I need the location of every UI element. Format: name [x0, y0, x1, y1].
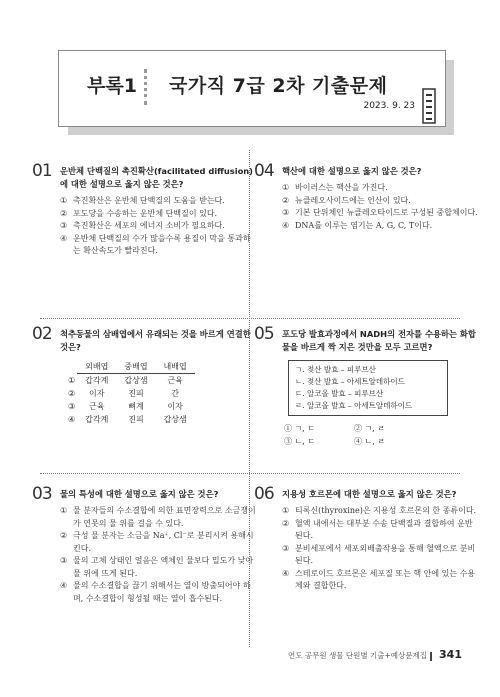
option-number: ② [68, 389, 76, 398]
question-stem: 지용성 호르몬에 대한 설명으로 옳지 않은 것은? [282, 489, 457, 499]
box-item: ㄴ. 젖산 발효 – 아세트알데하이드 [295, 377, 405, 386]
option-text: 티록신(thyroxine)은 지용성 호르몬의 한 종류이다. [295, 506, 477, 515]
option[interactable] [282, 518, 478, 543]
footer-separator [430, 652, 432, 661]
option[interactable] [60, 505, 256, 530]
box-item: ㄷ. 알코올 발효 – 피루브산 [295, 389, 384, 398]
page-title: 국가직 7급 2차 기출문제 [169, 75, 388, 97]
option-number: ② [282, 195, 290, 205]
option-number: ③ [282, 543, 290, 553]
option-text: DNA를 이루는 염기는 A, G, C, T이다. [295, 220, 433, 230]
book-title: 연도 공무원 생물 단원별 기출+예상문제집 [288, 651, 428, 660]
question-stem: 척추동물의 삼배엽에서 유래되는 것을 바르게 연결한 것은? [60, 329, 251, 352]
question-5 [254, 324, 478, 448]
table-row[interactable] [68, 374, 195, 388]
row-divider [40, 318, 460, 319]
option[interactable] [60, 233, 256, 258]
table-header-row [68, 360, 195, 374]
question-stem: 포도당 발효과정에서 NADH의 전자를 수용하는 화합물을 바르게 짝 지은 것만을 모두 고르면? [282, 329, 476, 352]
column-header: 외배엽 [77, 360, 116, 374]
option-number: ② [60, 208, 68, 218]
option-text: 촉진확산은 세포의 에너지 소비가 필요하다. [73, 221, 225, 230]
question-number: 01 [32, 161, 52, 181]
table-row[interactable] [68, 400, 195, 413]
option[interactable] [60, 220, 256, 233]
option-number: ② [354, 424, 362, 433]
page-footer [288, 648, 462, 661]
building-icon [421, 85, 437, 125]
option-text: 바이러스는 핵산을 가진다. [295, 183, 388, 192]
option[interactable] [60, 530, 256, 555]
germ-layer-table [68, 360, 195, 426]
option[interactable] [60, 208, 256, 221]
question-3 [32, 484, 256, 605]
question-2 [32, 324, 256, 426]
option[interactable] [60, 580, 256, 605]
table-cell: 이자 [167, 402, 183, 411]
option[interactable] [284, 422, 354, 435]
option-text: 분비세포에서 세포외배출작용을 통해 혈액으로 분비된다. [295, 543, 476, 565]
option-number: ① [60, 506, 68, 515]
option-number: ① [282, 183, 290, 192]
option-number: ① [60, 196, 68, 205]
option-number: ④ [282, 568, 290, 578]
question-6 [254, 484, 478, 593]
option[interactable] [282, 220, 478, 233]
table-cell: 진피 [128, 389, 144, 398]
option-number: ③ [60, 221, 68, 230]
option[interactable] [282, 207, 478, 220]
option-number: ② [60, 531, 68, 540]
option-text: 운반체 단백질의 수가 많을수록 용질이 막을 통과하는 확산속도가 빨라진다. [73, 233, 251, 255]
option-list [60, 505, 256, 605]
option-number: ① [284, 424, 292, 433]
table-row[interactable] [68, 387, 195, 400]
option-list [282, 505, 478, 593]
choice-box [288, 360, 448, 416]
option-text: ㄴ, ㄷ [294, 437, 316, 446]
option-number: ④ [60, 581, 68, 590]
box-item: ㄹ. 알코올 발효 – 아세트알데하이드 [295, 401, 413, 410]
question-stem: 운반체 단백질의 촉진확산(facilitated diffusion)에 대한 설명으로 옳지 않은 것은? [60, 166, 253, 189]
table-cell: 이자 [89, 389, 105, 398]
table-cell: 갑상샘 [163, 415, 187, 424]
question-number: 04 [254, 161, 274, 181]
option-text: 극성 물 분자는 소금을 Na⁺, Cl⁻로 분리시켜 용해시킨다. [73, 531, 254, 553]
table-row[interactable] [68, 413, 195, 426]
option-text: 물의 수소결합을 끊기 위해서는 열이 방출되어야 하며, 수소결합이 형성될 때는 열이 흡수된다. [73, 581, 251, 603]
appendix-label: 부록1 [87, 75, 137, 97]
option-text: 혈액 내에서는 대부분 수송 단백질과 결합하여 운반된다. [295, 518, 473, 540]
option-list [60, 195, 256, 258]
page-number: 341 [439, 648, 462, 661]
column-header: 중배엽 [116, 360, 155, 374]
option-text: ㄱ, ㄷ [294, 424, 316, 433]
table-cell: 근육 [89, 402, 105, 411]
option[interactable] [282, 568, 478, 593]
table-cell: 뼈계 [128, 402, 144, 411]
option[interactable] [354, 435, 424, 448]
table-cell: 갑각계 [85, 415, 109, 424]
option-list [282, 182, 478, 232]
row-divider [40, 473, 460, 474]
option[interactable] [60, 195, 256, 208]
question-1 [32, 161, 256, 258]
option[interactable] [282, 195, 478, 208]
option-number: ④ [60, 233, 68, 243]
option-number: ③ [68, 402, 76, 411]
option-number: ③ [284, 437, 292, 446]
option[interactable] [354, 422, 424, 435]
option[interactable] [284, 435, 354, 448]
option-number: ② [282, 518, 290, 528]
option[interactable] [282, 505, 478, 518]
table-cell: 갑상샘 [124, 376, 148, 385]
option-number: ④ [354, 437, 362, 446]
table-cell: 갑각계 [85, 376, 109, 385]
option-number: ④ [282, 220, 290, 230]
option-text: 물의 고체 상태인 얼음은 액체인 물보다 밀도가 낮아 물 위에 뜨게 된다. [73, 556, 254, 578]
question-stem: 물의 특성에 대한 설명으로 옳지 않은 것은? [60, 489, 219, 499]
option-text: 물 분자들의 수소결합에 의한 표면장력으로 소금쟁이가 연못의 물 위를 걸을 수 있다. [73, 506, 256, 528]
question-4 [254, 161, 478, 232]
option-text: 뉴클레오사이드에는 인산이 있다. [295, 195, 411, 205]
exam-date: 2023. 9. 23 [363, 101, 415, 111]
option-text: ㄴ, ㄹ [364, 437, 386, 446]
option-number: ① [68, 375, 76, 385]
option-text: 스테로이드 호르몬은 세포질 또는 핵 안에 있는 수용체와 결합한다. [295, 568, 476, 590]
box-item: ㄱ. 젖산 발효 – 피루브산 [295, 365, 376, 374]
table-cell: 근육 [167, 376, 183, 385]
option-text: 포도당을 수송하는 운반체 단백질이 있다. [73, 208, 218, 218]
table-cell: 진피 [128, 415, 144, 424]
option-number: ④ [68, 415, 76, 424]
header-divider [144, 69, 149, 105]
question-number: 03 [32, 484, 52, 504]
question-number: 05 [254, 324, 274, 344]
table-cell: 간 [171, 389, 179, 398]
option-text: 기본 단위체인 뉴클레오타이드로 구성된 중합체이다. [295, 208, 478, 217]
option-text: 촉진확산은 운반체 단백질의 도움을 받는다. [73, 196, 225, 205]
column-header: 내배엽 [156, 360, 195, 374]
question-stem: 핵산에 대한 설명으로 옳지 않은 것은? [282, 166, 422, 176]
option[interactable] [282, 543, 478, 568]
option[interactable] [60, 555, 256, 580]
question-number: 06 [254, 484, 274, 504]
option-text: ㄱ, ㄹ [364, 424, 386, 433]
option-number: ③ [60, 556, 68, 565]
option-number: ① [282, 506, 290, 515]
option-number: ③ [282, 208, 290, 217]
option-list [284, 422, 478, 448]
question-number: 02 [32, 324, 52, 344]
option[interactable] [282, 182, 478, 195]
chapter-header [58, 50, 446, 127]
